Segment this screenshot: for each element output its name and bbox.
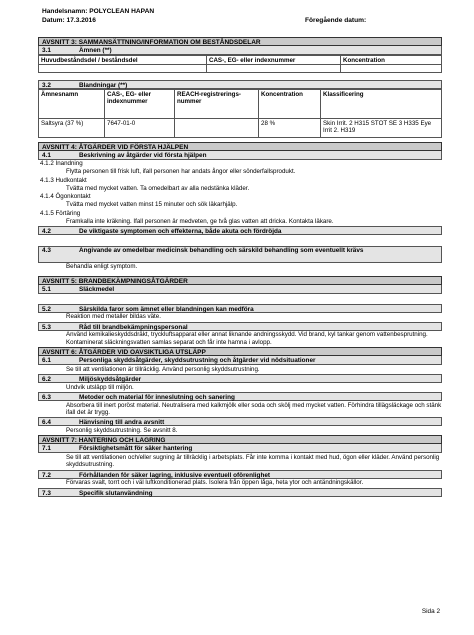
section-7-title: AVSNITT 7: HANTERING OCH LAGRING	[38, 435, 442, 444]
item-text: Tvätta med mycket vatten. Ta omedelbart av alla nedstänka kläder.	[66, 184, 250, 192]
table-header-row	[39, 90, 442, 119]
subsection-5-3	[38, 322, 442, 331]
section-text: Absorbera till inert poröst material. Neutralisera med kalkmjölk eller soda och skölj med mycket vatten. Förhindra tillägsläckage och stänk ifall det är trygg.	[66, 401, 442, 416]
table-cell	[341, 65, 442, 73]
table-cell	[207, 65, 341, 73]
subsection-number: 7.2	[42, 471, 51, 479]
item-text: Framkalla inte kräkning. Ifall personen är medveten, ge två glas vatten att dricka. Kontakta läkare.	[66, 217, 334, 225]
item-label: 4.1.5 Förtäring	[40, 209, 81, 217]
subsection-5-2	[38, 304, 442, 313]
table-header-cell: Huvudbeståndsdel / beståndsdel	[39, 56, 207, 65]
section-text: Personlig skyddsutrustning. Se avsnitt 8.	[66, 426, 178, 434]
subsection-title: Specifik slutanvändning	[79, 489, 153, 497]
subsection-4-1	[38, 151, 442, 160]
subsection-6-3	[38, 392, 442, 401]
subsection-number: 4.1	[42, 152, 51, 160]
subsection-6-1	[38, 356, 442, 365]
page-number: Sida 2	[421, 608, 440, 615]
section-text: Använd kemikalieskyddsdräkt, tryckluftsapparat eller annat liknande andningsskydd. Vid brand, kyl tankar genom vattenbesprutning. Kontaminerat släckningsvatten samlas separat och får inte hamna i avlopp.	[66, 331, 428, 346]
table-header-cell: CAS-, EG- eller indexnummer	[105, 90, 175, 119]
table-header-cell: REACH-registrerings-nummer	[175, 90, 259, 119]
previous-date: Föregående datum:	[305, 17, 367, 24]
table-row	[39, 65, 442, 73]
section-4-title: AVSNITT 4: ÅTGÄRDER VID FÖRSTA HJÄLPEN	[38, 142, 442, 151]
document-date: Datum: 17.3.2016	[42, 17, 96, 24]
subsection-title: Miljöskyddsåtgärder	[79, 376, 142, 384]
section-5-title: AVSNITT 5: BRANDBEKÄMPNINGSÅTGÄRDER	[38, 276, 442, 285]
subsection-7-3	[38, 488, 442, 497]
table-header-cell: Koncentration	[259, 90, 321, 119]
table-cell: Saltsyra (37 %)	[39, 119, 105, 138]
table-cell: Skin Irrit. 2 H315 STOT SE 3 H335 Eye Irrit 2. H319	[321, 119, 442, 138]
subsection-title: Metoder och material för inneslutning och sanering	[79, 394, 235, 402]
subsection-4-3	[38, 246, 442, 263]
section-text: Förvaras svalt, torrt och i väl luftkonditionerad plats. Isolera från öppen låga, heta ytor och antändningskällor.	[66, 479, 364, 487]
subsection-title: Angivande av omedelbar medicinsk behandling och särskild behandling som eventuellt krävs	[79, 247, 364, 255]
table-header-cell: Koncentration	[341, 56, 442, 65]
subsection-5-1	[38, 285, 442, 294]
table-cell	[175, 119, 259, 138]
subsection-title: Beskrivning av åtgärder vid första hjälpen	[79, 152, 207, 160]
subsection-number: 6.4	[42, 419, 51, 427]
subsection-title: Hänvisning till andra avsnitt	[79, 419, 165, 427]
item-text: Tvätta med mycket vatten minst 15 minuter och sök läkarhjälp.	[66, 201, 238, 209]
section-text: Reaktion med metaller bildas väte.	[66, 313, 161, 321]
section-text: Se till att ventilationen är tillräcklig. Använd personlig skyddsutrustning.	[66, 365, 260, 373]
table-header-cell: CAS-, EG- eller indexnummer	[207, 56, 341, 65]
subsection-title: Blandningar (**)	[79, 82, 128, 90]
subsection-number: 5.2	[42, 305, 51, 313]
table-header-row	[39, 56, 442, 65]
product-name: Handelsnamn: POLYCLEAN HAPAN	[42, 8, 155, 15]
item-label: 4.1.3 Hudkontakt	[40, 176, 87, 184]
subsection-number: 6.3	[42, 394, 51, 402]
subsection-title: Råd till brandbekämpningspersonal	[79, 323, 188, 331]
item-label: 4.1.4 Ögonkontakt	[40, 193, 91, 201]
subsection-title: Personliga skyddsåtgärder, skyddsutrustning och åtgärder vid nödsituationer	[79, 357, 316, 365]
subsection-3-1	[38, 46, 442, 55]
section-text: Undvik utsläpp till miljön.	[66, 383, 134, 391]
item-text: Flytta personen till frisk luft, ifall personen har andats ångor eller sönderfallsprodukt.	[66, 168, 296, 176]
subsection-number: 3.2	[42, 82, 51, 90]
section-text: Behandla enligt symptom.	[66, 263, 138, 271]
table-header-cell: Ämnesnamn	[39, 90, 105, 119]
subsection-number: 6.2	[42, 376, 51, 384]
subsection-number: 4.2	[42, 227, 51, 235]
table-cell: 7647-01-0	[105, 119, 175, 138]
subsection-number: 7.1	[42, 445, 51, 453]
subsection-number: 5.3	[42, 323, 51, 331]
table-cell: 28 %	[259, 119, 321, 138]
subsection-title: Särskilda faror som ämnet eller blandningen kan medföra	[79, 305, 254, 313]
subsection-6-4	[38, 417, 442, 426]
document-body	[38, 37, 442, 497]
table-cell	[39, 65, 207, 73]
section-6-title: AVSNITT 6: ÅTGÄRDER VID OAVSIKTLIGA UTSLÄPP	[38, 347, 442, 356]
table-row	[39, 119, 442, 138]
section-3-title: AVSNITT 3: SAMMANSÄTTNING/INFORMATION OM BESTÅNDSDELAR	[38, 37, 442, 46]
subsection-7-1	[38, 444, 442, 453]
subsection-title: De viktigaste symptomen och effekterna, både akuta och fördröjda	[79, 227, 282, 235]
subsection-title: Förhållanden för säker lagring, inklusive eventuell oförenlighet	[79, 471, 271, 479]
subsection-title: Ämnen (**)	[79, 47, 112, 54]
subsection-title: Försiktighetsmått för säker hantering	[79, 445, 193, 453]
subsection-number: 6.1	[42, 357, 51, 365]
subsection-4-2	[38, 226, 442, 235]
item-label: 4.1.2 Inandning	[40, 160, 83, 168]
subsection-number: 5.1	[42, 285, 51, 293]
section-text: Se till att ventilationen och/eller sugning är tillräcklig i arbetsplats. Får inte komma i kontakt med hud, ögon eller kläder. Använd personlig skyddsutrustning.	[66, 453, 440, 469]
substances-table	[38, 55, 442, 73]
document-header	[42, 8, 442, 26]
subsection-number: 3.1	[42, 47, 51, 54]
subsection-7-2	[38, 470, 442, 479]
subsection-6-2	[38, 374, 442, 383]
subsection-title: Släckmedel	[79, 285, 115, 293]
table-header-cell: Klassificering	[321, 90, 442, 119]
subsection-number: 4.3	[42, 247, 51, 255]
subsection-3-2	[38, 80, 442, 89]
mixtures-table	[38, 89, 442, 138]
subsection-number: 7.3	[42, 489, 51, 497]
